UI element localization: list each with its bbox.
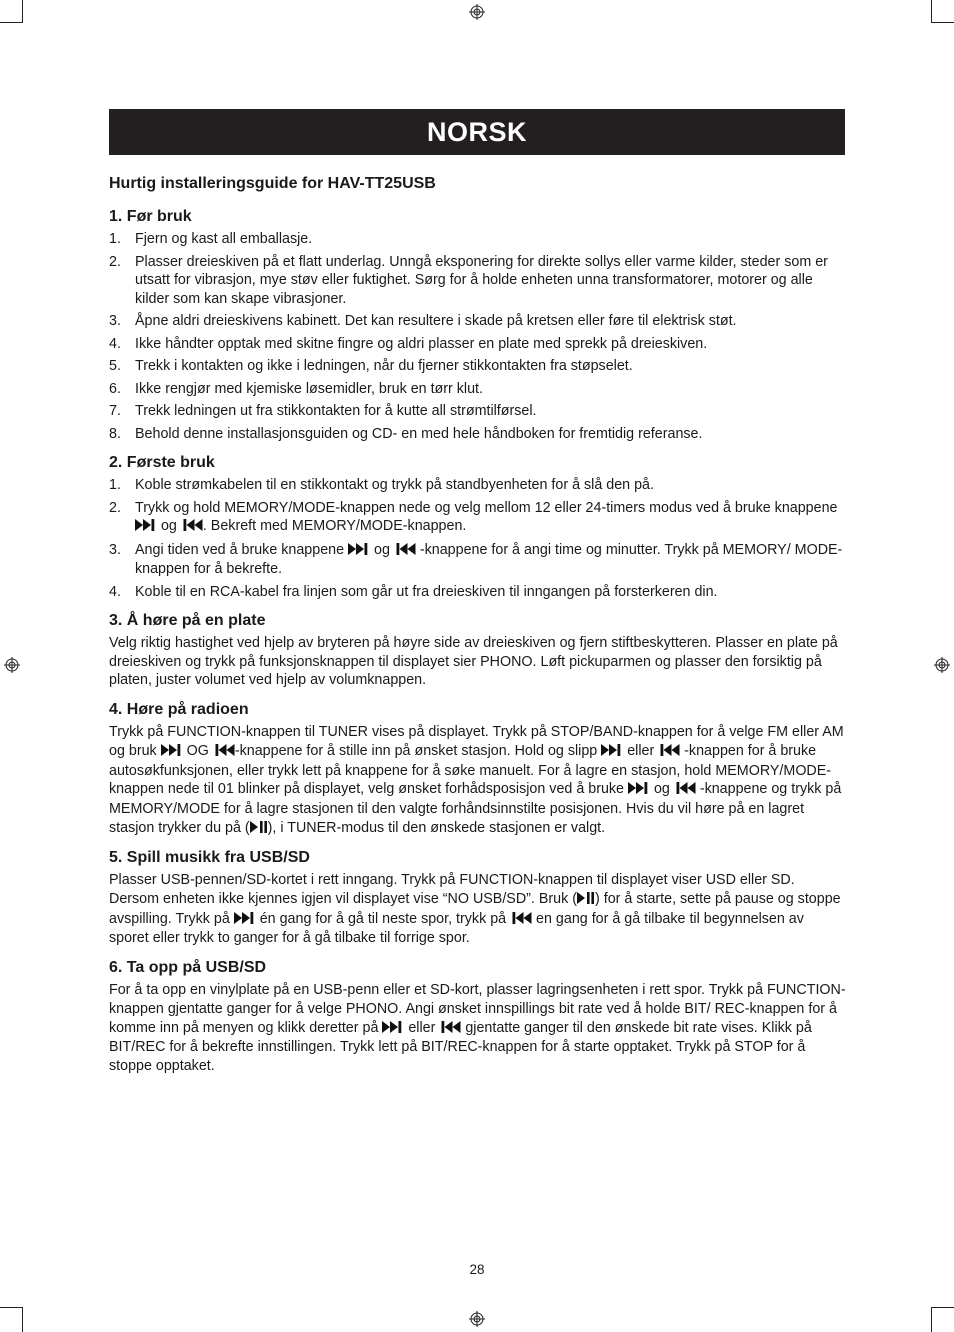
text-segment: -knappene for å angi time og minutter. Trykk på MEMORY/ MODE-knappen for å bekrefte. [135,541,843,577]
section-heading: 2. Første bruk [109,454,215,471]
page-number: 28 [469,1262,485,1277]
text-segment: For å ta opp en vinylplate på en USB-penn eller et SD-kort, plasser lagringsenheten i rett spor. Trykk på FUNCTION-knappen gjentatte ganger for å velge PHONO. Angi ønsket innspillings bit rate ved å holde BIT/ REC-knappen for å komme inn på menyen og klikk deretter på [109,982,846,1036]
next-icon [135,518,157,537]
list-item-number: 4. [109,335,121,352]
next-icon [382,1020,404,1039]
section-heading: 1. Før bruk [109,208,192,225]
list-item-number: 8. [109,425,121,442]
text-segment: ) for å starte, sette på pause og stoppe avspilling. Trykk på [109,891,841,927]
next-icon [601,743,623,762]
text-segment: gjentatte ganger til den ønskede bit rate vises. Klikk på BIT/REC for å bekrefte innstillingen. Trykk lett på BIT/REC-knappen for å starte opptaket. Trykk på STOP for å stoppe opptaket. [109,1019,812,1074]
crop-mark-bottom-left [0,1307,23,1332]
list-item-number: 7. [109,403,121,419]
list-item [109,380,846,399]
language-banner: NORSK [109,109,845,155]
text-segment: eller [623,742,659,759]
list-item-text: Ikke håndter opptak med skitne fingre og aldri plasser en plate med sprekk på dreieskiven. [135,335,708,352]
list-item [109,357,846,376]
numbered-list [109,476,846,601]
crop-mark-top-left [0,0,23,23]
list-item-number: 4. [109,583,121,600]
text-segment: -knappen for å bruke autosøkfunksjonen, eller trykk lett på knappene for å søke manuelt. For å lagre en stasjon, hold MEMORY/MODE-knappen nede til 01 blinker på displayet, velg ønsket forhådsposisjon ved å bruke [109,742,832,798]
text-segment: . Bekreft med MEMORY/MODE-knappen. [202,518,467,534]
registration-mark-icon [469,4,485,20]
prev-icon [439,1020,461,1039]
list-item-number: 2. [109,253,121,270]
section [109,454,846,601]
list-item-number: 5. [109,358,121,374]
crop-mark-top-right [931,0,954,23]
section [109,208,846,443]
registration-mark-icon [934,657,950,673]
prev-icon [181,518,203,537]
list-item-number: 1. [109,231,121,247]
prev-icon [674,781,696,800]
section-heading: 3. Å høre på en plate [109,612,266,629]
list-item-number: 2. [109,499,121,516]
crop-mark-bottom-right [931,1307,954,1332]
next-icon [234,911,256,930]
registration-mark-icon [4,657,20,673]
list-item [109,583,846,602]
list-item-number: 3. [109,541,121,558]
list-item-text: Koble til en RCA-kabel fra linjen som går ut fra dreieskiven til inngangen på forsterkeren din. [135,583,718,600]
text-segment: Trykk på FUNCTION-knappen til TUNER vises på displayet. Trykk på STOP/BAND-knappen for å velge FM eller AM og bruk [109,724,844,759]
section-paragraph [109,634,846,690]
prev-icon [510,911,532,930]
section-paragraph [109,723,846,838]
text-segment: en gang for å gå tilbake til begynnelsen av sporet eller trykk to ganger for å gå tilbake til forrige spor. [109,910,804,947]
text-segment: -knappene for å stille inn på ønsket stasjon. Hold og slipp [234,742,602,759]
section [109,612,846,690]
text-segment: og [370,541,394,558]
next-icon [161,743,183,762]
list-item-number: 1. [109,477,121,493]
list-item-text: Ikke rengjør med kjemiske løsemidler, bruk en tørr klut. [135,380,483,397]
list-item [109,425,846,444]
prev-icon [213,743,235,762]
list-item-text: Trekk ledningen ut fra stikkontakten for å kutte all strømtilførsel. [135,403,537,419]
list-item-number: 3. [109,313,121,329]
section-heading: 4. Høre på radioen [109,701,249,719]
list-item [109,335,846,354]
prev-icon [394,542,416,561]
section-heading: 5. Spill musikk fra USB/SD [109,849,310,867]
play-pause-icon [250,820,268,839]
text-segment: Angi tiden ved å bruke knappene [135,541,349,558]
prev-icon [658,743,680,762]
text-segment: Trykk og hold MEMORY/MODE-knappen nede og velg mellom 12 eller 24-timers modus ved å bruke knappene [135,499,838,516]
section-heading: 6. Ta opp på USB/SD [109,959,267,977]
section [109,849,846,948]
next-icon [348,542,370,561]
section [109,701,846,838]
list-item [109,541,846,579]
text-segment: én gang for å gå til neste spor, trykk på [255,910,511,927]
list-item [109,230,846,249]
numbered-list [109,230,846,443]
text-segment: og [649,781,674,798]
list-item-number: 6. [109,380,121,397]
registration-mark-icon [469,1311,485,1327]
document-title: Hurtig installeringsguide for HAV-TT25USB [109,175,436,192]
list-item [109,312,846,331]
list-item-text: Plasser dreieskiven på et flatt underlag. Unngå eksponering for direkte sollys eller varme kilder, steder som er utsatt for vibrasjon, mye støv eller fuktighet. Sørg for å holde enheten unna transformatorer, motorer og alle kilder som kan skape vibrasjoner. [135,253,828,307]
next-icon [628,781,650,800]
section-paragraph [109,871,846,948]
list-item [109,499,846,537]
text-segment: ), i TUNER-modus til den ønskede stasjonen er valgt. [267,819,606,836]
play-pause-icon [577,891,595,910]
text-segment: Velg riktig hastighet ved hjelp av bryteren på høyre side av dreieskiven og fjern stiftbeskytteren. Plasser en plate på dreieskiven og trykk på funksjonsknappen til displayet sier PHONO. Løft pickuparmen og plasser den forsiktig på platen, juster volumet ved hjelp av volumknappen. [109,635,838,689]
text-segment: -knappene og trykk på MEMORY/MODE for å lagre stasjonen til den valgte forhåndsinnstilte posisjonen. Hvis du vil høre på en lagret stasjon trykker du på ( [109,781,842,836]
list-item [109,253,846,309]
text-segment: Plasser USB-pennen/SD-kortet i rett inngang. Trykk på FUNCTION-knappen til displayet viser USD eller SD. Dersom enheten ikke kjennes igjen vil displayet vise “NO USB/SD”. Bruk ( [109,872,795,908]
list-item-text: Åpne aldri dreieskivens kabinett. Det kan resultere i skade på kretsen eller føre til elektrisk støt. [135,313,737,329]
list-item [109,402,846,421]
text-segment: og [157,518,181,534]
list-item-text: Behold denne installasjonsguiden og CD- en med hele håndboken for fremtidig referanse. [135,425,703,442]
section [109,959,846,1076]
list-item-text: Trekk i kontakten og ikke i ledningen, når du fjerner stikkontakten fra støpselet. [135,358,633,374]
list-item-text: Koble strømkabelen til en stikkontakt og trykk på standbyenheten for å slå den på. [135,477,654,493]
document-body [109,175,846,1087]
sections-container [109,208,846,1076]
text-segment: OG [182,742,213,759]
section-paragraph [109,981,846,1076]
text-segment: eller [404,1019,440,1036]
list-item [109,476,846,495]
list-item-text: Fjern og kast all emballasje. [135,231,313,247]
